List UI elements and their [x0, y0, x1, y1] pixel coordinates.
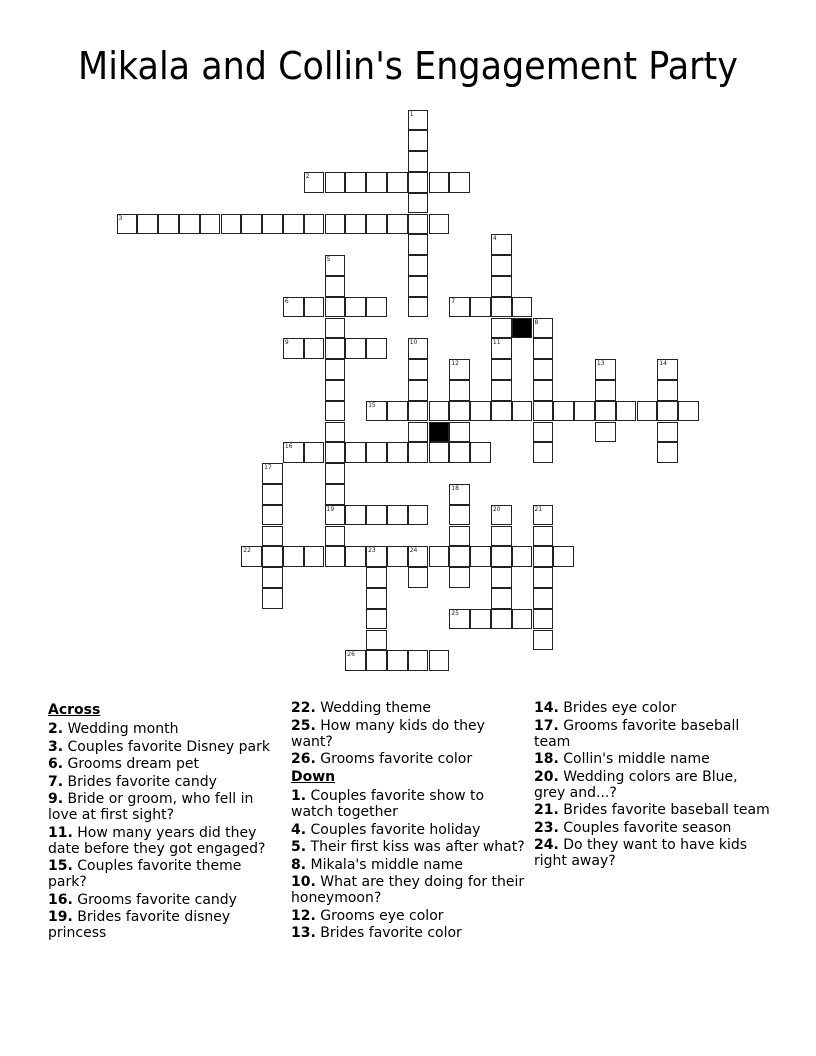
grid-cell[interactable]: [262, 567, 283, 588]
grid-cell[interactable]: [470, 609, 491, 630]
grid-cell[interactable]: [449, 442, 470, 463]
grid-cell[interactable]: [387, 505, 408, 526]
grid-cell[interactable]: [304, 442, 325, 463]
clue-across-6: 6. Grooms dream pet: [48, 756, 199, 772]
clue-column-3: [534, 700, 770, 871]
grid-cell[interactable]: [345, 505, 366, 526]
grid-cell[interactable]: [345, 650, 366, 671]
grid-cell[interactable]: [366, 609, 387, 630]
clue-across-9: 9. Bride or groom, who fell in love at first sight?: [48, 791, 254, 823]
grid-cell[interactable]: [408, 151, 429, 172]
clue-across-3: 3. Couples favorite Disney park: [48, 738, 270, 755]
grid-cell[interactable]: [325, 422, 346, 443]
grid-cell[interactable]: [262, 588, 283, 609]
grid-cell[interactable]: [533, 422, 554, 443]
black-cell: [429, 422, 450, 443]
grid-cell[interactable]: [512, 297, 533, 318]
clue-column-2: [291, 700, 527, 943]
grid-cell[interactable]: [304, 338, 325, 359]
grid-cell[interactable]: [325, 526, 346, 547]
clue-down-23: 23. Couples favorite season: [534, 819, 732, 836]
grid-cell[interactable]: [325, 297, 346, 318]
clue-down-21: 21. Brides favorite baseball team: [534, 802, 770, 818]
clue-number: 10: [409, 339, 418, 347]
clue-down-18: 18. Collin's middle name: [534, 751, 710, 767]
clue-down-1: 1. Couples favorite show to watch together: [291, 788, 485, 820]
clue-across-11: 11. How many years did they date before they got engaged?: [48, 824, 266, 857]
clue-across-26: 26. Grooms favorite color: [291, 751, 473, 767]
grid-cell[interactable]: [262, 484, 283, 505]
grid-cell[interactable]: [304, 297, 325, 318]
clue-number: 22: [243, 547, 251, 555]
grid-cell[interactable]: [553, 546, 574, 567]
grid-cell[interactable]: [325, 380, 346, 401]
grid-cell[interactable]: [449, 484, 470, 505]
grid-cell[interactable]: [512, 609, 533, 630]
grid-cell[interactable]: [533, 526, 554, 547]
grid-cell[interactable]: [657, 442, 678, 463]
grid-cell[interactable]: [283, 546, 304, 567]
clue-number: 4: [492, 235, 497, 243]
clue-number: 14: [659, 360, 667, 368]
grid-cell[interactable]: [408, 505, 429, 526]
clue-across-15: 15. Couples favorite theme park?: [48, 858, 242, 890]
clue-number: 26: [347, 651, 355, 659]
grid-cell[interactable]: [429, 172, 450, 193]
grid-cell[interactable]: [533, 546, 554, 567]
grid-cell[interactable]: [387, 442, 408, 463]
page-title: Mikala and Collin's Engagement Party: [78, 44, 738, 88]
clue-across-16: 16. Grooms favorite candy: [48, 891, 237, 908]
grid-cell[interactable]: [366, 172, 387, 193]
clue-down-14: 14. Brides eye color: [534, 700, 677, 716]
grid-cell[interactable]: [408, 276, 429, 297]
grid-cell[interactable]: [345, 338, 366, 359]
grid-cell[interactable]: [137, 214, 158, 235]
grid-cell[interactable]: [491, 505, 512, 526]
grid-cell[interactable]: [657, 422, 678, 443]
grid-cell[interactable]: [366, 546, 387, 567]
grid-cell[interactable]: [283, 338, 304, 359]
grid-cell[interactable]: [470, 546, 491, 567]
grid-cell[interactable]: [470, 401, 491, 422]
clue-number: 11: [492, 339, 501, 347]
grid-cell[interactable]: [200, 214, 221, 235]
grid-cell[interactable]: [345, 546, 366, 567]
clue-number: 7: [451, 297, 456, 305]
grid-cell[interactable]: [408, 234, 429, 255]
grid-cell[interactable]: [408, 546, 429, 567]
grid-cell[interactable]: [533, 630, 554, 651]
grid-cell[interactable]: [408, 255, 429, 276]
grid-cell[interactable]: [408, 338, 429, 359]
grid-cell[interactable]: [449, 505, 470, 526]
grid-cell[interactable]: [325, 484, 346, 505]
grid-cell[interactable]: [366, 630, 387, 651]
grid-cell[interactable]: [325, 172, 346, 193]
grid-cell[interactable]: [449, 609, 470, 630]
clue-number: 3: [118, 214, 123, 222]
clue-column-1: [48, 700, 284, 943]
grid-cell[interactable]: [325, 359, 346, 380]
grid-cell[interactable]: [533, 505, 554, 526]
grid-cell[interactable]: [408, 650, 429, 671]
black-cell: [512, 318, 533, 339]
clue-number: 5: [326, 256, 331, 264]
clue-number: 24: [409, 547, 418, 555]
grid-cell[interactable]: [429, 442, 450, 463]
grid-cell[interactable]: [325, 318, 346, 339]
grid-cell[interactable]: [491, 609, 512, 630]
clue-across-19: 19. Brides favorite disney princess: [48, 909, 231, 941]
clue-number: 2: [305, 172, 310, 180]
grid-cell[interactable]: [158, 214, 179, 235]
grid-cell[interactable]: [262, 546, 283, 567]
grid-cell[interactable]: [449, 401, 470, 422]
grid-cell[interactable]: [117, 214, 138, 235]
grid-cell[interactable]: [408, 130, 429, 151]
grid-cell[interactable]: [533, 318, 554, 339]
grid-cell[interactable]: [366, 567, 387, 588]
grid-cell[interactable]: [449, 422, 470, 443]
grid-cell[interactable]: [408, 297, 429, 318]
grid-cell[interactable]: [449, 546, 470, 567]
grid-cell[interactable]: [470, 297, 491, 318]
grid-cell[interactable]: [553, 401, 574, 422]
grid-cell[interactable]: [491, 255, 512, 276]
clue-across-22: 22. Wedding theme: [291, 700, 432, 716]
clue-down-13: 13. Brides favorite color: [291, 925, 462, 941]
grid-cell[interactable]: [325, 463, 346, 484]
grid-cell[interactable]: [449, 567, 470, 588]
grid-cell[interactable]: [429, 650, 450, 671]
grid-cell[interactable]: [408, 172, 429, 193]
grid-cell[interactable]: [533, 359, 554, 380]
grid-cell[interactable]: [574, 401, 595, 422]
grid-cell[interactable]: [595, 401, 616, 422]
grid-cell[interactable]: [304, 214, 325, 235]
clue-number: 21: [534, 505, 543, 513]
grid-cell[interactable]: [262, 505, 283, 526]
grid-cell[interactable]: [221, 214, 242, 235]
grid-cell[interactable]: [387, 214, 408, 235]
grid-cell[interactable]: [366, 297, 387, 318]
grid-cell[interactable]: [325, 255, 346, 276]
grid-cell[interactable]: [512, 401, 533, 422]
grid-cell[interactable]: [283, 442, 304, 463]
grid-cell[interactable]: [241, 546, 262, 567]
grid-cell[interactable]: [345, 214, 366, 235]
grid-cell[interactable]: [449, 297, 470, 318]
grid-cell[interactable]: [533, 338, 554, 359]
grid-cell[interactable]: [366, 401, 387, 422]
grid-cell[interactable]: [616, 401, 637, 422]
grid-cell[interactable]: [283, 297, 304, 318]
grid-cell[interactable]: [595, 380, 616, 401]
clue-number: 17: [264, 464, 272, 472]
grid-cell[interactable]: [408, 401, 429, 422]
grid-cell[interactable]: [491, 401, 512, 422]
grid-cell[interactable]: [491, 234, 512, 255]
grid-cell[interactable]: [345, 297, 366, 318]
clue-number: 6: [284, 297, 289, 305]
grid-cell[interactable]: [325, 338, 346, 359]
grid-cell[interactable]: [366, 588, 387, 609]
grid-cell[interactable]: [637, 401, 658, 422]
clue-number: 8: [534, 318, 539, 326]
down-heading: Down: [291, 769, 336, 785]
clue-number: 25: [451, 609, 459, 617]
grid-cell[interactable]: [325, 214, 346, 235]
clue-number: 19: [326, 505, 335, 513]
grid-cell[interactable]: [366, 338, 387, 359]
grid-cell[interactable]: [325, 546, 346, 567]
grid-cell[interactable]: [345, 172, 366, 193]
grid-cell[interactable]: [595, 422, 616, 443]
clue-across-2: 2. Wedding month: [48, 721, 179, 737]
grid-cell[interactable]: [470, 442, 491, 463]
grid-cell[interactable]: [491, 318, 512, 339]
grid-cell[interactable]: [408, 110, 429, 131]
grid-cell[interactable]: [241, 214, 262, 235]
grid-cell[interactable]: [533, 588, 554, 609]
grid-cell[interactable]: [533, 609, 554, 630]
grid-cell[interactable]: [408, 442, 429, 463]
grid-cell[interactable]: [429, 546, 450, 567]
grid-cell[interactable]: [325, 276, 346, 297]
grid-cell[interactable]: [491, 338, 512, 359]
grid-cell[interactable]: [657, 401, 678, 422]
grid-cell[interactable]: [512, 546, 533, 567]
grid-cell[interactable]: [408, 380, 429, 401]
grid-cell[interactable]: [595, 359, 616, 380]
clue-down-20: 20. Wedding colors are Blue, grey and...?: [534, 768, 738, 801]
clue-down-8: 8. Mikala's middle name: [291, 856, 463, 873]
clue-down-5: 5. Their first kiss was after what?: [291, 839, 525, 855]
clue-number: 9: [284, 339, 289, 347]
clue-number: 18: [451, 484, 459, 492]
grid-cell[interactable]: [429, 214, 450, 235]
grid-cell[interactable]: [657, 359, 678, 380]
grid-cell[interactable]: [366, 442, 387, 463]
grid-cell[interactable]: [408, 193, 429, 214]
grid-cell[interactable]: [657, 380, 678, 401]
grid-cell[interactable]: [408, 567, 429, 588]
grid-cell[interactable]: [533, 567, 554, 588]
clue-number: 20: [492, 505, 501, 513]
grid-cell[interactable]: [449, 172, 470, 193]
grid-cell[interactable]: [366, 214, 387, 235]
grid-cell[interactable]: [345, 442, 366, 463]
grid-cell[interactable]: [449, 380, 470, 401]
grid-cell[interactable]: [262, 214, 283, 235]
grid-cell[interactable]: [491, 359, 512, 380]
grid-cell[interactable]: [262, 463, 283, 484]
grid-cell[interactable]: [283, 214, 304, 235]
grid-cell[interactable]: [262, 526, 283, 547]
grid-cell[interactable]: [491, 567, 512, 588]
grid-cell[interactable]: [533, 380, 554, 401]
grid-cell[interactable]: [387, 546, 408, 567]
clue-number: 23: [368, 547, 376, 555]
grid-cell[interactable]: [491, 546, 512, 567]
grid-cell[interactable]: [387, 172, 408, 193]
grid-cell[interactable]: [449, 526, 470, 547]
grid-cell[interactable]: [179, 214, 200, 235]
grid-cell[interactable]: [387, 650, 408, 671]
grid-cell[interactable]: [325, 442, 346, 463]
clue-down-17: 17. Grooms favorite baseball team: [534, 717, 740, 750]
grid-cell[interactable]: [449, 359, 470, 380]
grid-cell[interactable]: [408, 214, 429, 235]
grid-cell[interactable]: [678, 401, 699, 422]
clue-number: 13: [596, 360, 605, 368]
clue-number: 12: [451, 360, 459, 368]
grid-cell[interactable]: [491, 380, 512, 401]
grid-cell[interactable]: [408, 422, 429, 443]
grid-cell[interactable]: [325, 505, 346, 526]
grid-cell[interactable]: [533, 401, 554, 422]
clue-across-7: 7. Brides favorite candy: [48, 773, 217, 790]
grid-cell[interactable]: [533, 442, 554, 463]
across-heading: Across: [48, 702, 101, 718]
clue-down-4: 4. Couples favorite holiday: [291, 821, 481, 838]
grid-cell[interactable]: [429, 401, 450, 422]
clue-down-10: 10. What are they doing for their honeymoon?: [291, 874, 525, 906]
grid-cell[interactable]: [325, 401, 346, 422]
grid-cell[interactable]: [366, 505, 387, 526]
grid-cell[interactable]: [366, 650, 387, 671]
grid-cell[interactable]: [491, 276, 512, 297]
clue-down-24: 24. Do they want to have kids right away?: [534, 837, 748, 869]
grid-cell[interactable]: [304, 172, 325, 193]
clue-number: 16: [284, 443, 293, 451]
clue-down-12: 12. Grooms eye color: [291, 907, 444, 924]
grid-cell[interactable]: [491, 297, 512, 318]
grid-cell[interactable]: [491, 526, 512, 547]
clue-number: 15: [368, 401, 376, 409]
grid-cell[interactable]: [491, 588, 512, 609]
grid-cell[interactable]: [304, 546, 325, 567]
clue-across-25: 25. How many kids do they want?: [291, 717, 485, 750]
grid-cell[interactable]: [408, 359, 429, 380]
grid-cell[interactable]: [387, 401, 408, 422]
clue-number: 1: [409, 110, 414, 118]
